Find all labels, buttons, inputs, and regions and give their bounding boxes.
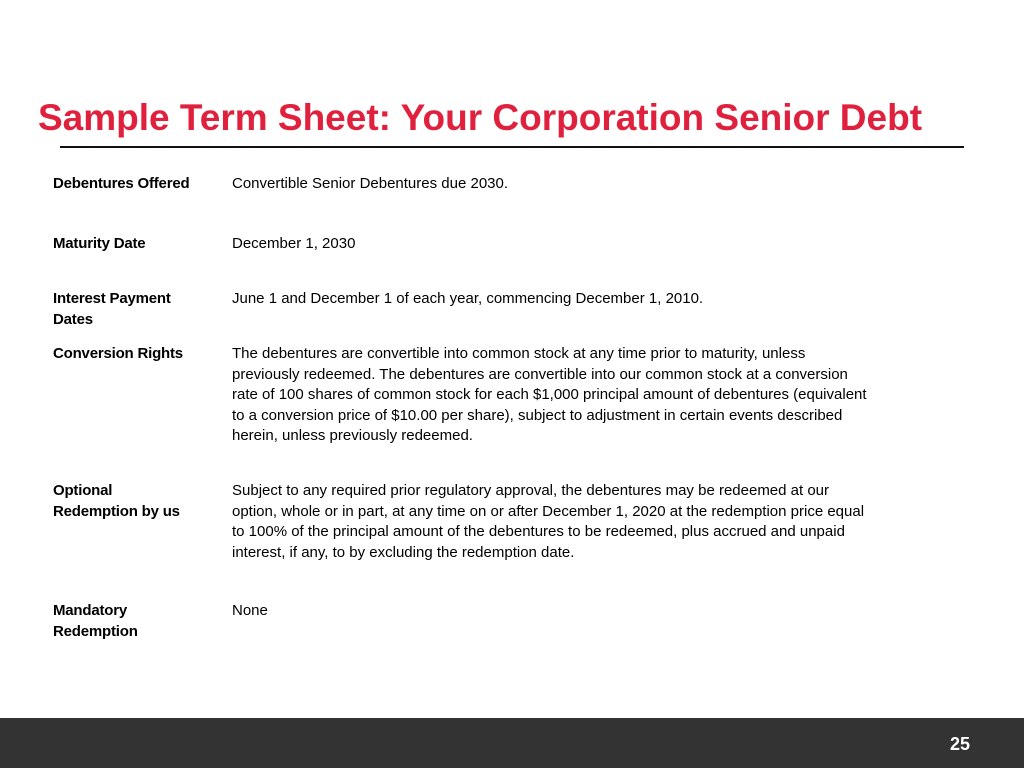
term-value: The debentures are convertible into common stock at any time prior to maturity, unless previously redeemed. The debentures are convertible into our common stock at a conversion rate of 100 shares of common stock for each $1,000 principal amount of debentures (equivalent to a conversion price of $10.00 per share), subject to adjustment in certain events described herein, unless previously redeemed. bbox=[232, 345, 867, 444]
slide-title: Sample Term Sheet: Your Corporation Senior Debt bbox=[38, 97, 923, 138]
page-number: 25 bbox=[949, 734, 970, 754]
term-value: Convertible Senior Debentures due 2030. bbox=[232, 175, 509, 192]
term-value: Subject to any required prior regulatory approval, the debentures may be redeemed at our option, whole or in part, at any time on or after December 1, 2020 at the redemption price equal to 100% of the principal amount of the debentures to be redeemed, plus accrued and unpaid interest, if any, to by excluding the redemption date. bbox=[232, 482, 865, 561]
term-label: Mandatory Redemption bbox=[53, 602, 138, 640]
term-label: Maturity Date bbox=[53, 235, 146, 252]
term-row-debentures-offered bbox=[53, 174, 963, 195]
term-row-mandatory-redemption bbox=[53, 601, 963, 642]
term-value: None bbox=[232, 602, 268, 619]
term-row-optional-redemption bbox=[53, 481, 963, 563]
term-label: Debentures Offered bbox=[53, 175, 190, 192]
title-divider bbox=[60, 146, 964, 148]
term-row-maturity-date bbox=[53, 234, 963, 255]
term-value: December 1, 2030 bbox=[232, 235, 356, 252]
term-row-conversion-rights bbox=[53, 344, 963, 447]
term-value: June 1 and December 1 of each year, commencing December 1, 2010. bbox=[232, 290, 704, 307]
term-label: Optional Redemption by us bbox=[53, 482, 180, 520]
term-row-interest-payment-dates bbox=[53, 289, 963, 330]
term-label: Conversion Rights bbox=[53, 345, 183, 362]
footer-bar bbox=[0, 718, 1024, 768]
term-label: Interest Payment Dates bbox=[53, 290, 171, 328]
